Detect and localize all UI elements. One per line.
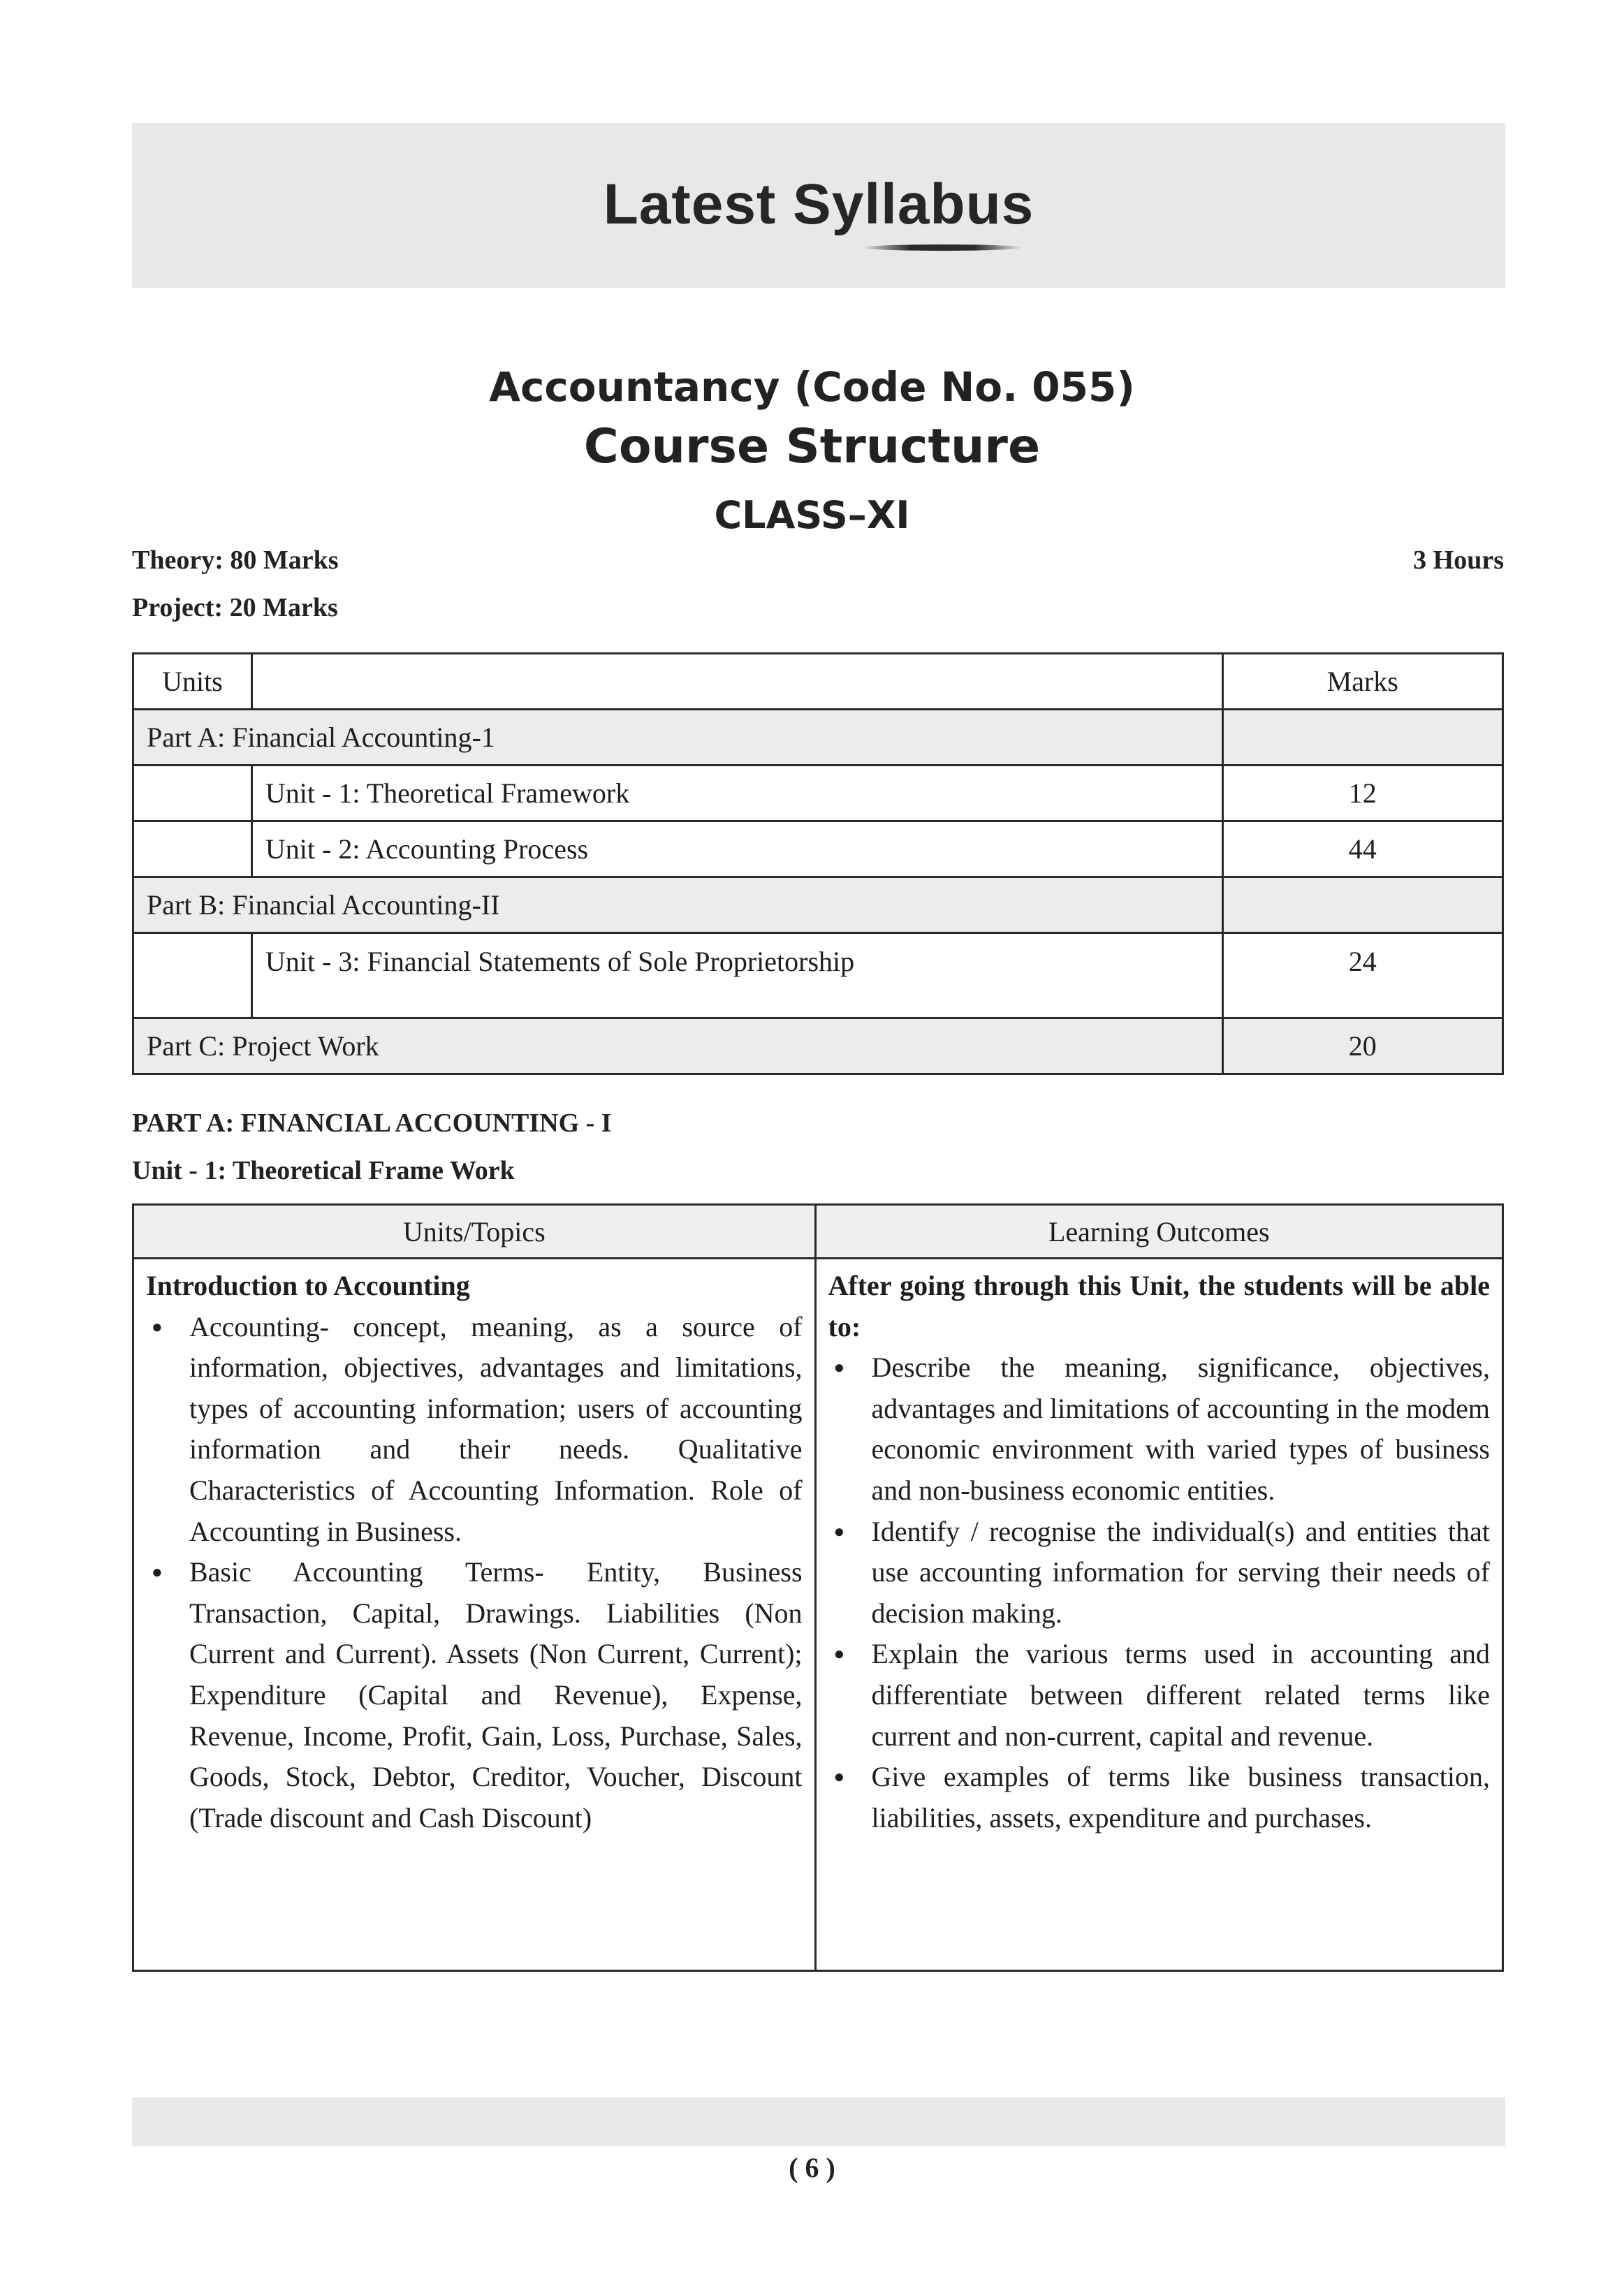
topics-title: Introduction to Accounting <box>146 1270 470 1301</box>
banner-underline <box>862 244 1023 251</box>
indent-cell <box>133 933 252 1018</box>
unit3-marks: 24 <box>1222 933 1502 1018</box>
header-banner <box>132 123 1505 288</box>
part-c-label: Part C: Project Work <box>133 1018 1223 1074</box>
duration: 3 Hours <box>1413 546 1504 575</box>
header-blank <box>251 654 1222 710</box>
part-a-heading: PART A: FINANCIAL ACCOUNTING - I <box>132 1108 612 1138</box>
table-row <box>133 1259 1503 1971</box>
unit-1-heading: Unit - 1: Theoretical Frame Work <box>132 1156 515 1185</box>
col-units-topics: Units/Topics <box>133 1205 816 1259</box>
list-item: ● Identify / recognise the individual(s) and entities that use accounting information for serving their needs of decision making. <box>828 1511 1490 1634</box>
outcomes-list <box>828 1347 1490 1838</box>
marks-table-header <box>133 654 1503 710</box>
unit1-marks: 12 <box>1222 766 1502 821</box>
page-number: ( 6 ) <box>789 2152 835 2183</box>
indent-cell <box>133 766 252 821</box>
table-row <box>133 933 1503 1018</box>
course-subtitle: Course Structure <box>583 419 1041 474</box>
indent-cell <box>133 821 252 877</box>
table-row <box>133 766 1503 821</box>
table-row <box>133 1018 1503 1074</box>
topics-table-header <box>133 1205 1503 1259</box>
unit2-label: Unit - 2: Accounting Process <box>251 821 1222 877</box>
course-title: Accountancy (Code No. 055) <box>489 363 1135 411</box>
part-a-label: Part A: Financial Accounting-1 <box>133 710 1223 766</box>
part-b-label: Part B: Financial Accounting-II <box>133 877 1223 933</box>
list-item: ● Give examples of terms like business transaction, liabilities, assets, expenditure and purchases. <box>828 1757 1490 1838</box>
part-b-marks <box>1222 877 1502 933</box>
table-row <box>133 877 1503 933</box>
header-units: Units <box>133 654 252 710</box>
header-marks: Marks <box>1222 654 1502 710</box>
class-label: CLASS–XI <box>714 493 910 537</box>
col-learning-outcomes: Learning Outcomes <box>815 1205 1502 1259</box>
theory-marks: Theory: 80 Marks <box>132 546 339 575</box>
topics-table <box>132 1203 1504 1972</box>
list-item: ● Accounting- concept, meaning, as a source of information, objectives, advantages and limitations, types of accounting information; users of accounting information and their needs. Qualitative Characteristics of Accounting Information. Role of Accounting in Business. <box>146 1307 803 1553</box>
footer-bar <box>132 2098 1505 2146</box>
unit1-label: Unit - 1: Theoretical Framework <box>251 766 1222 821</box>
list-item: ● Basic Accounting Terms- Entity, Business Transaction, Capital, Drawings. Liabilities (Non Current and Current). Assets (Non Current, Current); Expenditure (Capital and Revenue), Expense, Revenue, Income, Profit, Gain, Loss, Purchase, Sales, Goods, Stock, Debtor, Creditor, Voucher, Discount (Trade discount and Cash Discount) <box>146 1552 803 1838</box>
marks-table <box>132 652 1504 1075</box>
unit2-marks: 44 <box>1222 821 1502 877</box>
table-row <box>133 710 1503 766</box>
topics-list <box>146 1307 803 1839</box>
part-c-marks: 20 <box>1222 1018 1502 1074</box>
banner-title: Latest Syllabus <box>603 173 1034 236</box>
part-a-marks <box>1222 710 1502 766</box>
outcomes-cell <box>815 1259 1502 1971</box>
topics-cell <box>133 1259 816 1971</box>
list-item: ● Describe the meaning, significance, objectives, advantages and limitations of accounting in the modem economic environment with varied types of business and non-business economic entities. <box>828 1347 1490 1511</box>
project-marks: Project: 20 Marks <box>132 593 338 622</box>
list-item: ● Explain the various terms used in accounting and differentiate between different related terms like current and non-current, capital and revenue. <box>828 1634 1490 1757</box>
table-row <box>133 821 1503 877</box>
outcomes-intro: After going through this Unit, the students will be able to: <box>828 1270 1490 1342</box>
unit3-label: Unit - 3: Financial Statements of Sole Proprietorship <box>251 933 1222 1018</box>
